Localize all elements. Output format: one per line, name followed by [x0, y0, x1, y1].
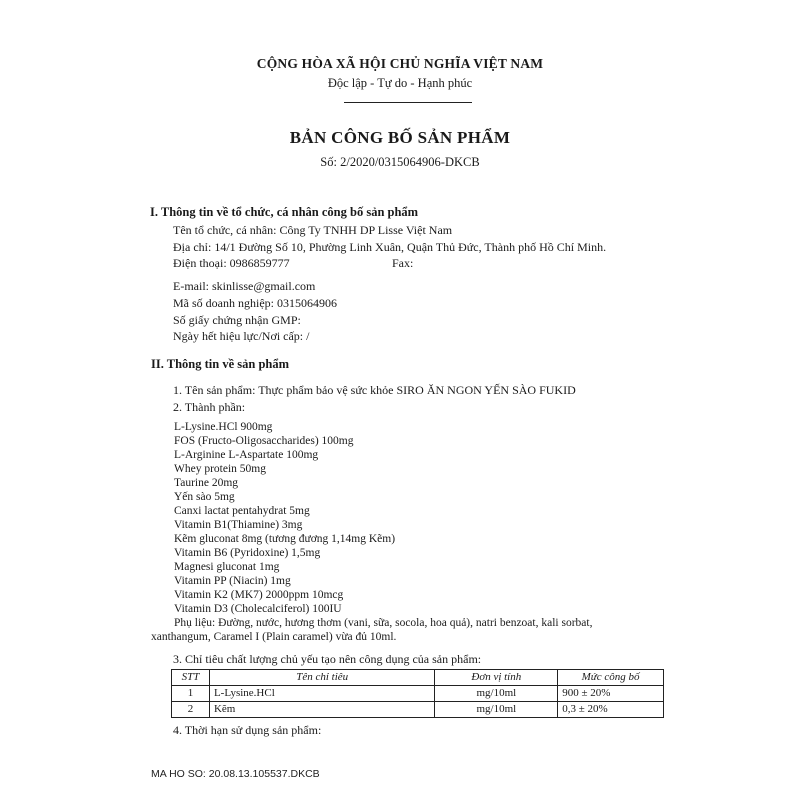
ingredient: FOS (Fructo-Oligosaccharides) 100mg: [174, 435, 354, 447]
ingredient: Vitamin D3 (Cholecalciferol) 100IU: [174, 603, 342, 615]
header-divider: [344, 102, 472, 103]
national-motto: Độc lập - Tự do - Hạnh phúc: [327, 76, 473, 90]
cell-unit: mg/10ml: [435, 702, 558, 718]
ingredient: L-Lysine.HCl 900mg: [174, 421, 273, 433]
ingredient: Taurine 20mg: [174, 477, 239, 489]
ingredient: Vitamin PP (Niacin) 1mg: [174, 575, 291, 587]
org-email: E-mail: skinlisse@gmail.com: [173, 279, 316, 293]
quality-label: 3. Chỉ tiêu chất lượng chủ yếu tạo nên công dụng của sản phẩm:: [173, 652, 482, 666]
col-header-stt: STT: [172, 670, 210, 686]
ingredient: Kẽm gluconat 8mg (tương đương 1,14mg Kẽm): [174, 533, 396, 545]
table-row: [172, 686, 664, 702]
composition-label: 2. Thành phần:: [173, 400, 246, 414]
org-expiry: Ngày hết hiệu lực/Nơi cấp: /: [173, 329, 310, 343]
dossier-code: MA HO SO: 20.08.13.105537.DKCB: [151, 768, 320, 780]
cell-stt: 1: [172, 686, 210, 702]
col-header-unit: Đơn vị tính: [435, 670, 558, 686]
ingredient: Canxi lactat pentahydrat 5mg: [174, 505, 310, 517]
ingredient: Yến sào 5mg: [174, 491, 235, 503]
org-gmp: Số giấy chứng nhận GMP:: [173, 313, 301, 327]
excipients-line-1: Phụ liệu: Đường, nước, hương thơm (vani, sữa, socola, hoa quả), natri benzoat, kali sorbat,: [174, 617, 593, 629]
org-tax-code: Mã số doanh nghiệp: 0315064906: [173, 296, 337, 310]
section-1-heading: I. Thông tin về tổ chức, cá nhân công bố sản phẩm: [150, 205, 419, 219]
ingredient: Whey protein 50mg: [174, 463, 266, 475]
ingredient: Magnesi gluconat 1mg: [174, 561, 280, 573]
section-2-heading: II. Thông tin về sản phẩm: [151, 357, 290, 371]
table-header-row: [172, 670, 664, 686]
cell-unit: mg/10ml: [435, 686, 558, 702]
document-title: BẢN CÔNG BỐ SẢN PHẨM: [289, 128, 511, 147]
national-title: CỘNG HÒA XÃ HỘI CHỦ NGHĨA VIỆT NAM: [256, 56, 544, 71]
table-row: [172, 702, 664, 718]
org-address: Địa chỉ: 14/1 Đường Số 10, Phường Linh Xuân, Quận Thủ Đức, Thành phố Hồ Chí Minh.: [173, 240, 607, 254]
cell-criterion: Kẽm: [209, 702, 434, 718]
ingredient: Vitamin K2 (MK7) 2000ppm 10mcg: [174, 589, 344, 601]
ingredient: Vitamin B6 (Pyridoxine) 1,5mg: [174, 547, 321, 559]
col-header-level: Mức công bố: [558, 670, 664, 686]
excipients-line-2: xanthangum, Caramel I (Plain caramel) vừa đủ 10ml.: [151, 631, 397, 643]
org-phone: Điện thoại: 0986859777: [173, 256, 290, 270]
cell-stt: 2: [172, 702, 210, 718]
product-name: 1. Tên sản phẩm: Thực phẩm bảo vệ sức khỏe SIRO ĂN NGON YẾN SÀO FUKID: [173, 383, 576, 397]
quality-table: [171, 669, 664, 718]
col-header-criterion: Tên chỉ tiêu: [209, 670, 434, 686]
document-number: Số: 2/2020/0315064906-DKCB: [320, 155, 480, 169]
org-name: Tên tổ chức, cá nhân: Công Ty TNHH DP Lisse Việt Nam: [173, 223, 453, 237]
cell-level: 900 ± 20%: [558, 686, 664, 702]
org-fax: Fax:: [392, 256, 414, 270]
ingredient: L-Arginine L-Aspartate 100mg: [174, 449, 319, 461]
cell-level: 0,3 ± 20%: [558, 702, 664, 718]
cell-criterion: L-Lysine.HCl: [209, 686, 434, 702]
shelf-life-label: 4. Thời hạn sử dụng sản phẩm:: [173, 723, 322, 737]
ingredient: Vitamin B1(Thiamine) 3mg: [174, 519, 303, 531]
